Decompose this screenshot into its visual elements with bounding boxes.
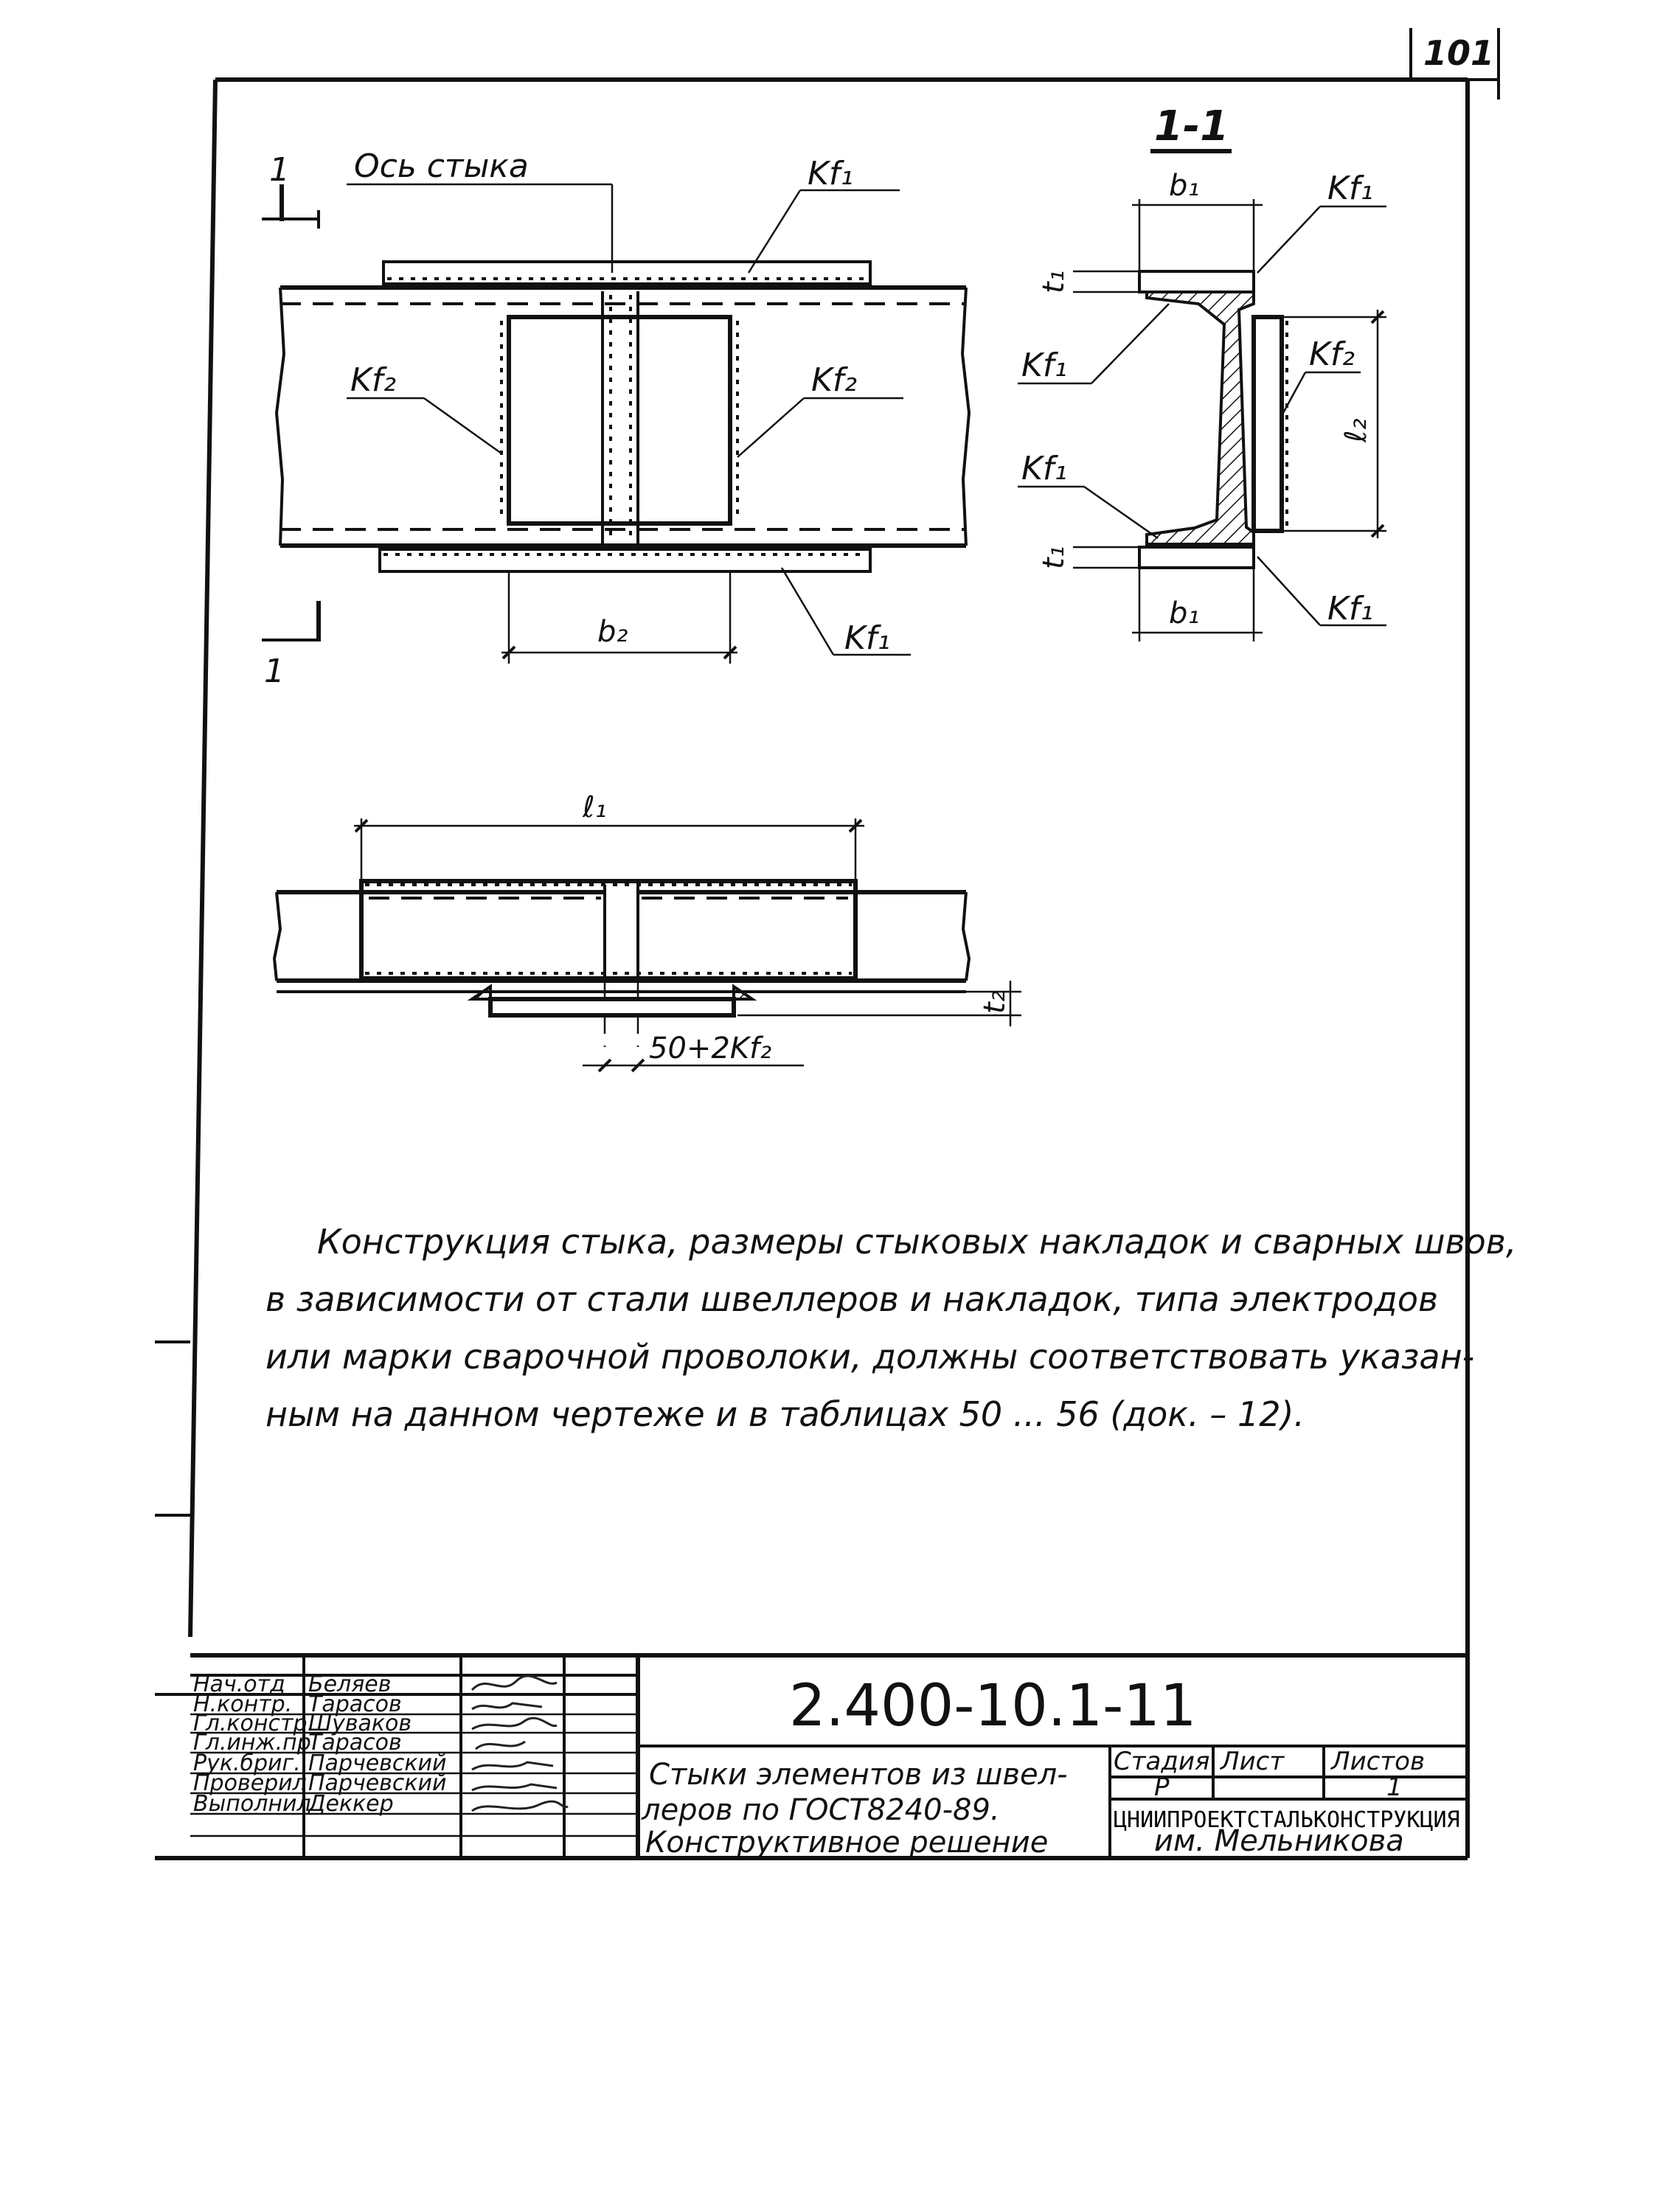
b2-dimension: b₂ xyxy=(597,615,628,649)
row-name: Шуваков xyxy=(308,1711,412,1736)
bottom-cover-plate xyxy=(380,549,870,571)
row-name: Парчевский xyxy=(308,1750,447,1776)
web-cover-plate xyxy=(509,317,730,524)
b1-top-dimension: b₁ xyxy=(1169,169,1200,203)
top-cover-plate xyxy=(383,262,870,284)
row-name: Деккер xyxy=(308,1791,394,1817)
kf1-top-label: Kf₁ xyxy=(808,155,853,192)
row-role: Рук.бриг. xyxy=(193,1750,301,1776)
row-role: Проверил xyxy=(193,1770,307,1796)
kf2-right-label: Kf₂ xyxy=(811,361,857,399)
plan-view xyxy=(262,147,969,690)
row-role: Гл.констр. xyxy=(193,1711,315,1736)
note-line-4: ным на данном чертеже и в таблицах 50 ... 56 (док. – 12). xyxy=(265,1394,1305,1434)
kf1-bottom-label: Kf₁ xyxy=(844,619,890,657)
kf2-left-label: Kf₂ xyxy=(350,361,396,399)
section-marker-bottom: 1 xyxy=(264,653,285,690)
row-name: Беляев xyxy=(308,1672,392,1697)
l1-dimension: ℓ₁ xyxy=(583,790,607,824)
sheets-header: Листов xyxy=(1331,1747,1426,1776)
signatures xyxy=(472,1676,568,1811)
row-role: Выполнил xyxy=(193,1791,311,1817)
sheets-value: 1 xyxy=(1386,1773,1403,1802)
sheet-number-box xyxy=(1411,28,1499,100)
organization-subname: им. Мельникова xyxy=(1154,1824,1404,1858)
row-name: Тарасов xyxy=(308,1691,402,1717)
elevation-view xyxy=(274,790,1021,1071)
t1-bottom-dimension: t₁ xyxy=(1037,546,1071,569)
stage-header: Стадия xyxy=(1114,1747,1210,1776)
description-line-2: леров по ГОСТ8240-89. xyxy=(642,1793,1000,1827)
stage-value: Р xyxy=(1154,1773,1170,1802)
section-kf2: Kf₂ xyxy=(1309,335,1355,373)
gap-dimension: 50+2Kf₂ xyxy=(649,1032,772,1065)
section-title: 1-1 xyxy=(1154,102,1229,150)
title-block xyxy=(155,1493,1468,1860)
t1-top-dimension: t₁ xyxy=(1037,270,1071,293)
row-name: Тарасов xyxy=(308,1730,402,1756)
description-line-1: Стыки элементов из швел- xyxy=(649,1758,1068,1792)
section-kf1-top-right: Kf₁ xyxy=(1327,170,1373,207)
joint-axis-label: Ось стыка xyxy=(354,147,529,185)
row-name: Парчевский xyxy=(308,1770,447,1796)
organization-name: ЦНИИПРОЕКТСТАЛЬКОНСТРУКЦИЯ xyxy=(1114,1807,1460,1833)
note-line-1: Конструкция стыка, размеры стыковых накладок и сварных швов, xyxy=(317,1222,1517,1262)
drawing-code: 2.400-10.1-11 xyxy=(789,1673,1197,1739)
description-line-3: Конструктивное решение xyxy=(645,1826,1049,1860)
section-kf1-left-lower: Kf₁ xyxy=(1021,450,1067,487)
note-line-2: в зависимости от стали швеллеров и накладок, типа электродов xyxy=(265,1279,1439,1319)
section-kf1-bottom-right: Kf₁ xyxy=(1327,590,1373,627)
b1-bottom-dimension: b₁ xyxy=(1169,597,1200,630)
section-marker-top: 1 xyxy=(269,151,290,189)
t2-dimension: t₂ xyxy=(978,990,1012,1014)
row-role: Нач.отд xyxy=(193,1672,285,1697)
section-kf1-left-upper: Kf₁ xyxy=(1021,347,1067,384)
row-role: Н.контр. xyxy=(193,1691,293,1717)
section-1-1 xyxy=(1018,102,1386,641)
sheet-header: Лист xyxy=(1221,1747,1285,1776)
sheet-number: 101 xyxy=(1423,33,1495,73)
general-note xyxy=(265,1222,1517,1434)
l2-dimension: ℓ₂ xyxy=(1339,418,1373,442)
row-role: Гл.инж.пр. xyxy=(193,1730,319,1756)
note-line-3: или марки сварочной проволоки, должны соответствовать указан- xyxy=(265,1337,1475,1377)
